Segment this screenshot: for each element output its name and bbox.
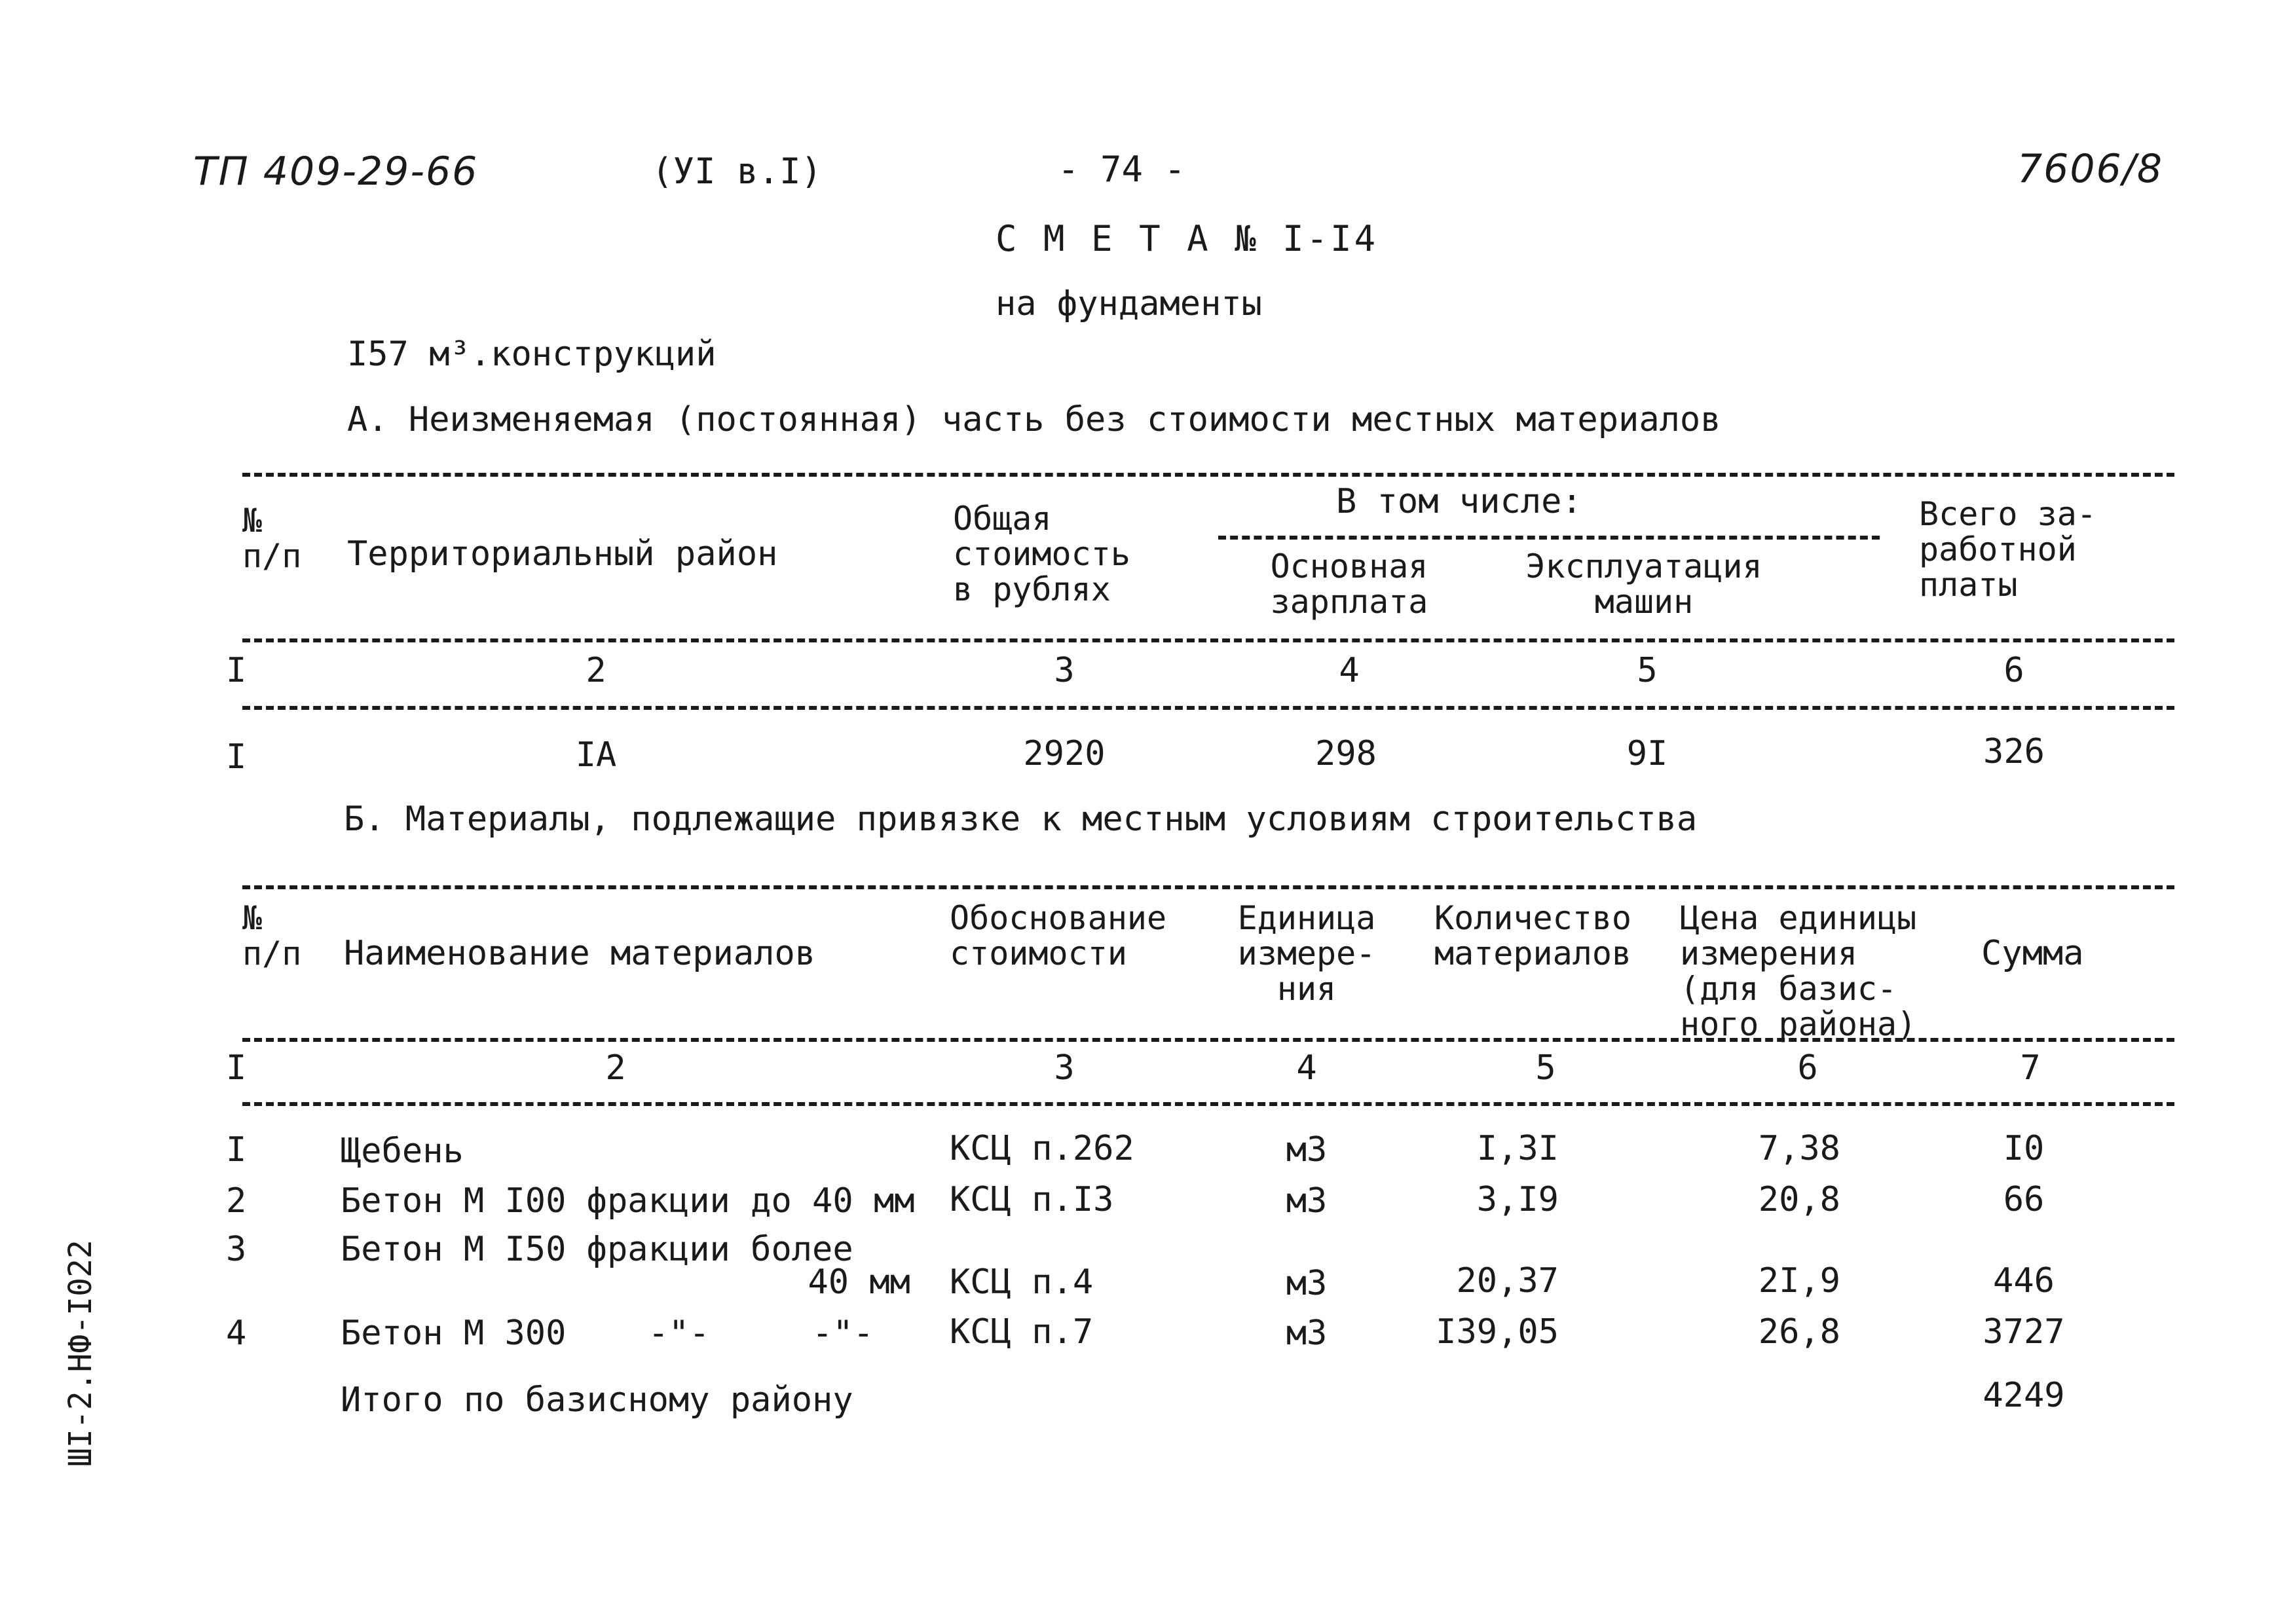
col-unit-line2: измере- <box>1237 934 1376 972</box>
col-machines-line1: Эксплуатация <box>1525 547 1762 585</box>
col-total-line2: стоимость <box>953 535 1130 573</box>
col-unit-line1: Единица <box>1237 899 1376 937</box>
table-b-col-name: Наименование материалов <box>344 934 816 973</box>
col-qty-line2: материалов <box>1434 934 1632 972</box>
row-sum: 446 <box>1993 1261 2055 1301</box>
col-price-line3: (для базис- <box>1680 970 1897 1008</box>
col-num-label: п/п <box>242 934 302 972</box>
table-b-top-rule <box>242 885 2174 889</box>
row-sum: 3727 <box>1983 1312 2065 1352</box>
row-basis: КСЦ п.4 <box>950 1263 1094 1302</box>
row-unit: м3 <box>1286 1130 1328 1170</box>
table-b-colnum-1: I <box>226 1048 247 1088</box>
col-machines-line2: машин <box>1594 583 1694 621</box>
estimate-title: С М Е Т А № I-I4 <box>996 218 1379 259</box>
estimate-subtitle: на фундаменты <box>996 284 1262 323</box>
table-a-col-salary <box>1244 549 1454 619</box>
col-basis-line1: Обоснование <box>950 899 1167 937</box>
row-unit: м3 <box>1286 1181 1328 1221</box>
table-b-colnum-5: 5 <box>1535 1048 1556 1088</box>
table-a-col-including: В том числе: <box>1336 482 1582 521</box>
row-basis: КСЦ п.262 <box>950 1129 1134 1168</box>
row-num: I <box>226 737 247 777</box>
row-price: 7,38 <box>1758 1129 1840 1168</box>
row-total: 2920 <box>1023 734 1106 773</box>
col-basis-line2: стоимости <box>950 934 1127 972</box>
side-stamp: ШI-2.НФ-I022 <box>62 1240 99 1467</box>
total-value: 4249 <box>1983 1376 2065 1415</box>
table-b-colnum-6: 6 <box>1797 1048 1818 1088</box>
row-salary: 298 <box>1315 734 1377 773</box>
row-machines: 9I <box>1626 734 1668 773</box>
row-num: I <box>226 1130 247 1170</box>
row-unit: м3 <box>1286 1314 1328 1353</box>
row-sum: 66 <box>2003 1180 2045 1219</box>
row-qty: I39,05 <box>1436 1312 1559 1352</box>
col-salary-line2: зарплата <box>1270 583 1428 621</box>
table-a-colnum-3: 3 <box>1054 651 1075 690</box>
row-basis: КСЦ п.7 <box>950 1312 1094 1352</box>
row-price: 26,8 <box>1758 1312 1840 1352</box>
row-region: IA <box>575 735 617 775</box>
document-code: ТП 409-29-66 <box>193 149 479 194</box>
table-b-col-basis <box>950 900 1166 971</box>
row-unit: м3 <box>1286 1264 1328 1303</box>
col-num-sign: № <box>242 899 263 937</box>
col-num-sign: № <box>242 502 263 540</box>
table-a-col-machines <box>1506 549 1781 619</box>
col-total-line1: Общая <box>953 500 1052 538</box>
section-b-heading: Б. Материалы, подлежащие привязке к местным условиям строительства <box>344 800 1698 839</box>
table-b-col-qty <box>1434 900 1631 971</box>
table-a-top-rule <box>242 473 2174 477</box>
row-name: Щебень <box>341 1132 464 1171</box>
row-name: Бетон М I50 фракции более <box>341 1230 853 1269</box>
page-number: - 74 - <box>1058 149 1186 190</box>
table-b-colnum-rule <box>242 1102 2174 1106</box>
table-b-header-rule <box>242 1038 2174 1042</box>
row-qty: 3,I9 <box>1476 1180 1559 1219</box>
table-a-col-region: Территориальный район <box>347 534 778 574</box>
row-wages: 326 <box>1983 732 2045 771</box>
table-a-colnum-6: 6 <box>2003 651 2024 690</box>
table-a-header-rule <box>242 638 2174 642</box>
table-b-col-num <box>242 900 301 971</box>
table-a-colnum-5: 5 <box>1637 651 1658 690</box>
col-total-line3: в рублях <box>953 570 1111 608</box>
row-num: 3 <box>226 1230 247 1269</box>
row-sum: I0 <box>2003 1129 2045 1168</box>
col-wages-line2: работной <box>1919 530 2077 568</box>
col-price-line2: измерения <box>1680 934 1857 972</box>
table-a-colnum-2: 2 <box>586 651 606 690</box>
table-a-col-wages <box>1919 496 2096 602</box>
total-label: Итого по базисному району <box>341 1380 853 1420</box>
volume-label: (УI в.I) <box>652 151 823 192</box>
table-a-colnum-4: 4 <box>1339 651 1360 690</box>
sheet-number: 7606/8 <box>2017 146 2164 192</box>
table-b-col-price <box>1680 900 1916 1042</box>
row-num: 2 <box>226 1181 247 1221</box>
table-a-colnum-rule <box>242 706 2174 710</box>
row-name-continued: 40 мм <box>808 1263 910 1302</box>
section-a-heading: А. Неизменяемая (постоянная) часть без стоимости местных материалов <box>347 400 1721 439</box>
table-b-colnum-2: 2 <box>605 1048 626 1088</box>
table-b-colnum-3: 3 <box>1054 1048 1075 1088</box>
construction-volume: I57 м³.конструкций <box>347 335 717 374</box>
row-basis: КСЦ п.I3 <box>950 1180 1114 1219</box>
col-wages-line3: платы <box>1919 566 2018 604</box>
col-unit-line3: ния <box>1276 970 1337 1008</box>
col-price-line1: Цена единицы <box>1680 899 1917 937</box>
row-name: Бетон М 300 -"- -"- <box>341 1314 874 1353</box>
row-price: 20,8 <box>1758 1180 1840 1219</box>
row-name: Бетон М I00 фракции до 40 мм <box>341 1181 915 1221</box>
col-wages-line1: Всего за- <box>1919 495 2096 533</box>
table-a-col-num <box>242 503 301 574</box>
row-num: 4 <box>226 1314 247 1353</box>
table-a-col-total <box>953 501 1130 607</box>
table-b-col-sum: Сумма <box>1981 934 2084 973</box>
table-a-colnum-1: I <box>226 651 247 690</box>
table-b-col-unit <box>1225 900 1388 1006</box>
table-a-including-rule <box>1218 536 1880 540</box>
table-b-colnum-4: 4 <box>1296 1048 1317 1088</box>
row-qty: 20,37 <box>1456 1261 1559 1301</box>
row-qty: I,3I <box>1476 1129 1559 1168</box>
col-qty-line1: Количество <box>1434 899 1632 937</box>
col-price-line4: ного района) <box>1680 1005 1917 1043</box>
col-num-label: п/п <box>242 537 302 575</box>
table-b-colnum-7: 7 <box>2020 1048 2041 1088</box>
row-price: 2I,9 <box>1758 1261 1840 1301</box>
col-salary-line1: Основная <box>1270 547 1428 585</box>
